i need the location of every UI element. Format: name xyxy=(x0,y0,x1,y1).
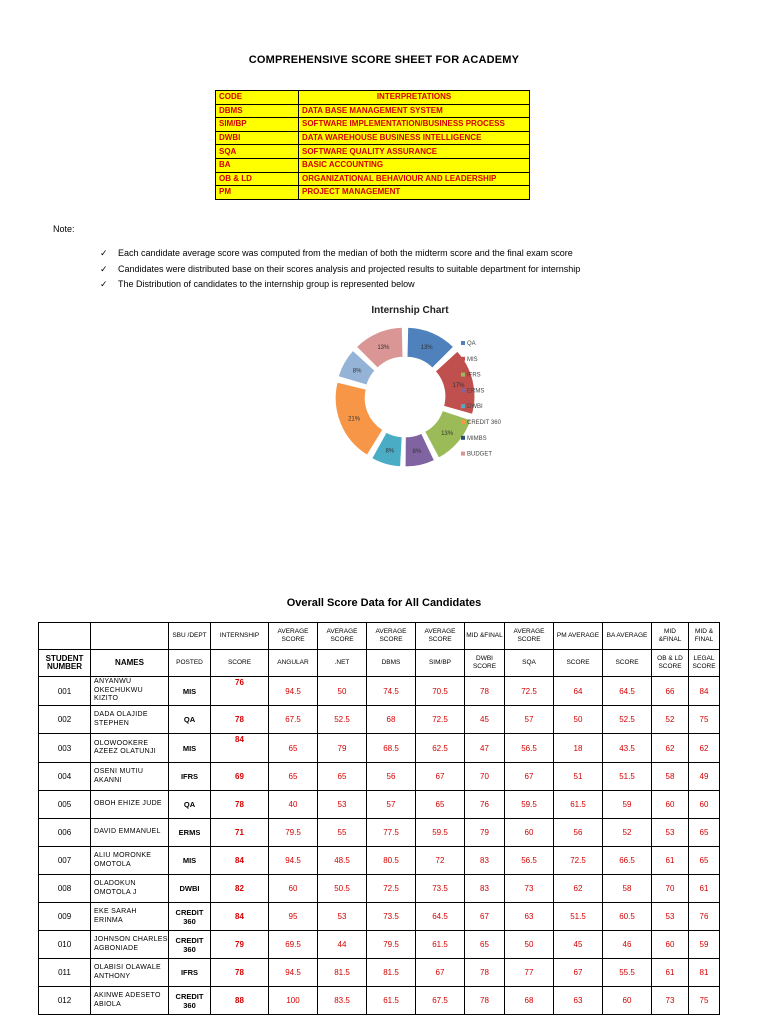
score-cell: 48.5 xyxy=(318,847,367,875)
header-cell: AVERAGE SCORE xyxy=(416,623,465,650)
legend-label: MIS xyxy=(467,356,478,363)
internship-score: 88 xyxy=(211,987,269,1015)
internship-score: 71 xyxy=(211,819,269,847)
score-cell: 56 xyxy=(367,763,416,791)
score-cell: 72.5 xyxy=(554,847,603,875)
legend-label: IFRS xyxy=(467,372,481,379)
interpretation-cell: ORGANIZATIONAL BEHAVIOUR AND LEADERSHIP xyxy=(299,172,530,186)
table-row xyxy=(39,791,720,819)
score-cell: 52 xyxy=(652,706,689,734)
score-cell: 65 xyxy=(416,791,465,819)
score-cell: 45 xyxy=(465,706,505,734)
score-cell: 53 xyxy=(652,903,689,931)
student-number: 003 xyxy=(39,734,91,763)
legend-label: BUDGET xyxy=(467,451,493,458)
student-name: OLABISI OLAWALE ANTHONY xyxy=(91,959,169,987)
score-cell: 68 xyxy=(505,987,554,1015)
score-cell: 95 xyxy=(269,903,318,931)
code-cell: OB & LD xyxy=(216,172,299,186)
header-cell: STUDENT NUMBER xyxy=(39,650,91,677)
posted-dept: MIS xyxy=(169,847,211,875)
score-cell: 56.5 xyxy=(505,734,554,763)
legend-label: QA xyxy=(467,341,476,347)
score-cell: 60 xyxy=(689,791,720,819)
score-cell: 68.5 xyxy=(367,734,416,763)
score-cell: 59.5 xyxy=(416,819,465,847)
score-table xyxy=(38,622,720,1015)
score-cell: 61.5 xyxy=(554,791,603,819)
score-cell: 79 xyxy=(318,734,367,763)
code-row xyxy=(216,118,530,132)
score-cell: 75 xyxy=(689,706,720,734)
interpretation-cell: PROJECT MANAGEMENT xyxy=(299,186,530,200)
table-row xyxy=(39,903,720,931)
score-cell: 56 xyxy=(554,819,603,847)
student-number: 007 xyxy=(39,847,91,875)
note-bullets xyxy=(100,246,580,293)
score-cell: 68 xyxy=(367,706,416,734)
check-icon: ✓ xyxy=(100,248,108,258)
score-cell: 61 xyxy=(652,847,689,875)
header-cell: AVERAGE SCORE xyxy=(269,623,318,650)
legend-label: CREDIT 360 xyxy=(467,420,501,426)
internship-score: 84 xyxy=(211,847,269,875)
score-cell: 60 xyxy=(269,875,318,903)
header-cell: PM AVERAGE xyxy=(554,623,603,650)
score-cell: 65 xyxy=(689,847,720,875)
student-number: 009 xyxy=(39,903,91,931)
posted-dept: ERMS xyxy=(169,819,211,847)
score-cell: 66.5 xyxy=(603,847,652,875)
legend-label: ERMS xyxy=(467,388,485,395)
score-cell: 52 xyxy=(603,819,652,847)
score-cell: 59 xyxy=(603,791,652,819)
score-cell: 47 xyxy=(465,734,505,763)
score-cell: 65 xyxy=(269,763,318,791)
score-cell: 67.5 xyxy=(269,706,318,734)
header-cell: INTERNSHIP xyxy=(211,623,269,650)
table-row xyxy=(39,875,720,903)
header-cell: AVERAGE SCORE xyxy=(505,623,554,650)
internship-score: 82 xyxy=(211,875,269,903)
bullet-item: ✓ Candidates were distributed base on their scores analysis and projected results to suitable department for internship xyxy=(100,262,580,278)
student-number: 010 xyxy=(39,931,91,959)
internship-score: 78 xyxy=(211,791,269,819)
legend-swatch xyxy=(461,388,465,392)
internship-pie-chart xyxy=(300,296,520,486)
header-cell: MID & FINAL xyxy=(689,623,720,650)
score-cell: 44 xyxy=(318,931,367,959)
score-cell: 76 xyxy=(465,791,505,819)
score-cell: 80.5 xyxy=(367,847,416,875)
note-label: Note: xyxy=(53,224,75,234)
student-name: DAVID EMMANUEL xyxy=(91,819,169,847)
table-row xyxy=(39,734,720,763)
score-cell: 59.5 xyxy=(505,791,554,819)
score-cell: 61 xyxy=(689,875,720,903)
score-cell: 81.5 xyxy=(318,959,367,987)
score-cell: 84 xyxy=(689,677,720,706)
posted-dept: DWBI xyxy=(169,875,211,903)
code-row xyxy=(216,172,530,186)
student-number: 005 xyxy=(39,791,91,819)
score-cell: 66 xyxy=(652,677,689,706)
score-cell: 57 xyxy=(505,706,554,734)
table-header-row-1 xyxy=(39,623,720,650)
score-cell: 83.5 xyxy=(318,987,367,1015)
internship-score: 84 xyxy=(211,734,269,763)
header-cell: MID &FINAL xyxy=(652,623,689,650)
score-cell: 70 xyxy=(652,875,689,903)
score-cell: 81.5 xyxy=(367,959,416,987)
score-cell: 62.5 xyxy=(416,734,465,763)
interpretation-cell: DATA BASE MANAGEMENT SYSTEM xyxy=(299,104,530,118)
score-cell: 67 xyxy=(465,903,505,931)
score-cell: 50.5 xyxy=(318,875,367,903)
slice-label: 8% xyxy=(352,368,362,375)
student-name: OLOWOOKERE AZEEZ OLATUNJI xyxy=(91,734,169,763)
student-number: 004 xyxy=(39,763,91,791)
score-cell: 64 xyxy=(554,677,603,706)
score-cell: 78 xyxy=(465,677,505,706)
bullet-item: ✓ Each candidate average score was computed from the median of both the midterm score and the final exam score xyxy=(100,246,580,262)
score-cell: 67 xyxy=(416,763,465,791)
header-cell: AVERAGE SCORE xyxy=(318,623,367,650)
header-cell: BA AVERAGE xyxy=(603,623,652,650)
score-cell: 60.5 xyxy=(603,903,652,931)
score-cell: 81 xyxy=(689,959,720,987)
header-cell: SCORE xyxy=(603,650,652,677)
score-cell: 72.5 xyxy=(416,706,465,734)
score-cell: 51.5 xyxy=(603,763,652,791)
score-cell: 65 xyxy=(269,734,318,763)
score-cell: 60 xyxy=(652,791,689,819)
code-row xyxy=(216,104,530,118)
header-cell: SBU /DEPT xyxy=(169,623,211,650)
code-row xyxy=(216,145,530,159)
student-name: ANYANWU OKECHUKWU KIZITO xyxy=(91,677,169,706)
score-cell: 64.5 xyxy=(603,677,652,706)
header-cell: POSTED xyxy=(169,650,211,677)
student-number: 012 xyxy=(39,987,91,1015)
score-cell: 79.5 xyxy=(367,931,416,959)
score-cell: 78 xyxy=(465,959,505,987)
posted-dept: MIS xyxy=(169,677,211,706)
student-name: DADA OLAJIDE STEPHEN xyxy=(91,706,169,734)
slice-label: 13% xyxy=(420,344,433,351)
slice-label: 13% xyxy=(377,344,390,351)
score-cell: 78 xyxy=(465,987,505,1015)
score-cell: 62 xyxy=(689,734,720,763)
score-cell: 52.5 xyxy=(318,706,367,734)
score-cell: 94.5 xyxy=(269,959,318,987)
score-cell: 53 xyxy=(652,819,689,847)
score-cell: 56.5 xyxy=(505,847,554,875)
score-cell: 65 xyxy=(689,819,720,847)
code-row xyxy=(216,186,530,200)
interpretation-cell: SOFTWARE QUALITY ASSURANCE xyxy=(299,145,530,159)
header-cell: OB & LD SCORE xyxy=(652,650,689,677)
score-cell: 83 xyxy=(465,875,505,903)
score-cell: 51.5 xyxy=(554,903,603,931)
student-number: 006 xyxy=(39,819,91,847)
internship-score: 69 xyxy=(211,763,269,791)
score-cell: 69.5 xyxy=(269,931,318,959)
table-row xyxy=(39,959,720,987)
score-cell: 63 xyxy=(554,987,603,1015)
legend-swatch xyxy=(461,420,465,424)
header-cell: DBMS xyxy=(367,650,416,677)
student-number: 011 xyxy=(39,959,91,987)
student-name: OBOH EHIZE JUDE xyxy=(91,791,169,819)
score-cell: 67 xyxy=(505,763,554,791)
score-cell: 50 xyxy=(505,931,554,959)
header-cell xyxy=(39,623,91,650)
score-cell: 75 xyxy=(689,987,720,1015)
score-cell: 58 xyxy=(603,875,652,903)
score-cell: 43.5 xyxy=(603,734,652,763)
score-cell: 73 xyxy=(505,875,554,903)
score-cell: 46 xyxy=(603,931,652,959)
header-cell: SIM/BP xyxy=(416,650,465,677)
code-row xyxy=(216,131,530,145)
score-cell: 64.5 xyxy=(416,903,465,931)
code-cell: DBMS xyxy=(216,104,299,118)
score-cell: 18 xyxy=(554,734,603,763)
posted-dept: CREDIT 360 xyxy=(169,931,211,959)
page-title: COMPREHENSIVE SCORE SHEET FOR ACADEMY xyxy=(248,54,520,66)
score-cell: 73.5 xyxy=(416,875,465,903)
code-legend-header xyxy=(216,91,530,105)
code-header: CODE xyxy=(216,91,299,105)
score-cell: 70.5 xyxy=(416,677,465,706)
posted-dept: IFRS xyxy=(169,763,211,791)
code-cell: PM xyxy=(216,186,299,200)
score-cell: 63 xyxy=(505,903,554,931)
score-cell: 49 xyxy=(689,763,720,791)
posted-dept: CREDIT 360 xyxy=(169,987,211,1015)
score-cell: 70 xyxy=(465,763,505,791)
table-header-row-2 xyxy=(39,650,720,677)
score-cell: 76 xyxy=(689,903,720,931)
score-cell: 59 xyxy=(689,931,720,959)
code-cell: DWBI xyxy=(216,131,299,145)
student-name: OSENI MUTIU AKANNI xyxy=(91,763,169,791)
student-name: OLADOKUN OMOTOLA J xyxy=(91,875,169,903)
legend-label: DWBI xyxy=(467,404,483,411)
score-cell: 53 xyxy=(318,903,367,931)
score-cell: 100 xyxy=(269,987,318,1015)
code-cell: BA xyxy=(216,158,299,172)
score-cell: 65 xyxy=(465,931,505,959)
legend-swatch xyxy=(461,404,465,408)
overall-score-title: Overall Score Data for All Candidates xyxy=(286,597,482,609)
score-cell: 60 xyxy=(652,931,689,959)
score-cell: 94.5 xyxy=(269,847,318,875)
student-name: AKINWE ADESETO ABIOLA xyxy=(91,987,169,1015)
score-cell: 61 xyxy=(652,959,689,987)
score-cell: 60 xyxy=(505,819,554,847)
internship-score: 84 xyxy=(211,903,269,931)
legend-swatch xyxy=(461,373,465,377)
score-cell: 77 xyxy=(505,959,554,987)
score-cell: 65 xyxy=(318,763,367,791)
check-icon: ✓ xyxy=(100,279,108,289)
slice-label: 8% xyxy=(412,449,422,456)
student-name: EKE SARAH ERINMA xyxy=(91,903,169,931)
table-row xyxy=(39,987,720,1015)
student-number: 008 xyxy=(39,875,91,903)
score-cell: 72 xyxy=(416,847,465,875)
score-cell: 83 xyxy=(465,847,505,875)
posted-dept: QA xyxy=(169,706,211,734)
score-cell: 61.5 xyxy=(367,987,416,1015)
score-cell: 60 xyxy=(603,987,652,1015)
score-cell: 62 xyxy=(554,875,603,903)
posted-dept: QA xyxy=(169,791,211,819)
legend-swatch xyxy=(461,452,465,456)
score-cell: 62 xyxy=(652,734,689,763)
legend-swatch xyxy=(461,436,465,440)
legend-swatch xyxy=(461,357,465,361)
table-row xyxy=(39,931,720,959)
header-cell: .NET xyxy=(318,650,367,677)
score-cell: 52.5 xyxy=(603,706,652,734)
header-cell: LEGAL SCORE xyxy=(689,650,720,677)
score-cell: 58 xyxy=(652,763,689,791)
interpretation-cell: SOFTWARE IMPLEMENTATION/BUSINESS PROCESS xyxy=(299,118,530,132)
score-cell: 67.5 xyxy=(416,987,465,1015)
internship-score: 79 xyxy=(211,931,269,959)
legend-label: MIMBS xyxy=(467,435,487,442)
code-row xyxy=(216,158,530,172)
interpretation-cell: BASIC ACCOUNTING xyxy=(299,158,530,172)
internship-score: 76 xyxy=(211,677,269,706)
header-cell: SCORE xyxy=(554,650,603,677)
score-cell: 67 xyxy=(416,959,465,987)
score-cell: 73.5 xyxy=(367,903,416,931)
table-row xyxy=(39,706,720,734)
score-cell: 74.5 xyxy=(367,677,416,706)
score-cell: 40 xyxy=(269,791,318,819)
header-cell: NAMES xyxy=(91,650,169,677)
check-icon: ✓ xyxy=(100,263,108,274)
score-cell: 50 xyxy=(318,677,367,706)
score-cell: 72.5 xyxy=(505,677,554,706)
code-cell: SQA xyxy=(216,145,299,159)
student-number: 002 xyxy=(39,706,91,734)
score-cell: 67 xyxy=(554,959,603,987)
score-cell: 55.5 xyxy=(603,959,652,987)
student-name: ALIU MORONKE OMOTOLA xyxy=(91,847,169,875)
score-cell: 73 xyxy=(652,987,689,1015)
score-cell: 53 xyxy=(318,791,367,819)
slice-label: 21% xyxy=(348,416,361,423)
score-cell: 45 xyxy=(554,931,603,959)
internship-score: 78 xyxy=(211,706,269,734)
score-cell: 55 xyxy=(318,819,367,847)
header-cell: AVERAGE SCORE xyxy=(367,623,416,650)
score-cell: 94.5 xyxy=(269,677,318,706)
score-cell: 79.5 xyxy=(269,819,318,847)
score-cell: 61.5 xyxy=(416,931,465,959)
posted-dept: CREDIT 360 xyxy=(169,903,211,931)
chart-title: Internship Chart xyxy=(371,305,449,316)
score-cell: 79 xyxy=(465,819,505,847)
table-row xyxy=(39,847,720,875)
internship-score: 78 xyxy=(211,959,269,987)
table-row xyxy=(39,819,720,847)
student-number: 001 xyxy=(39,677,91,706)
score-cell: 77.5 xyxy=(367,819,416,847)
header-cell: DWBI SCORE xyxy=(465,650,505,677)
student-name: JOHNSON CHARLES AGBONIADE xyxy=(91,931,169,959)
code-cell: SIM/BP xyxy=(216,118,299,132)
legend-swatch xyxy=(461,341,465,345)
posted-dept: MIS xyxy=(169,734,211,763)
table-row xyxy=(39,677,720,706)
score-cell: 57 xyxy=(367,791,416,819)
header-cell: SCORE xyxy=(211,650,269,677)
code-legend-table xyxy=(215,90,530,200)
posted-dept: IFRS xyxy=(169,959,211,987)
header-cell: ANGULAR xyxy=(269,650,318,677)
header-cell: MID &FINAL xyxy=(465,623,505,650)
bullet-item: ✓ The Distribution of candidates to the internship group is represented below xyxy=(100,277,580,293)
slice-label: 8% xyxy=(385,448,395,455)
score-cell: 51 xyxy=(554,763,603,791)
score-cell: 72.5 xyxy=(367,875,416,903)
score-cell: 50 xyxy=(554,706,603,734)
header-cell: SQA xyxy=(505,650,554,677)
interpretation-cell: DATA WAREHOUSE BUSINESS INTELLIGENCE xyxy=(299,131,530,145)
slice-label: 13% xyxy=(441,430,454,437)
table-row xyxy=(39,763,720,791)
slice-label: 17% xyxy=(452,382,465,389)
interpretation-header: INTERPRETATIONS xyxy=(299,91,530,105)
header-cell xyxy=(91,623,169,650)
